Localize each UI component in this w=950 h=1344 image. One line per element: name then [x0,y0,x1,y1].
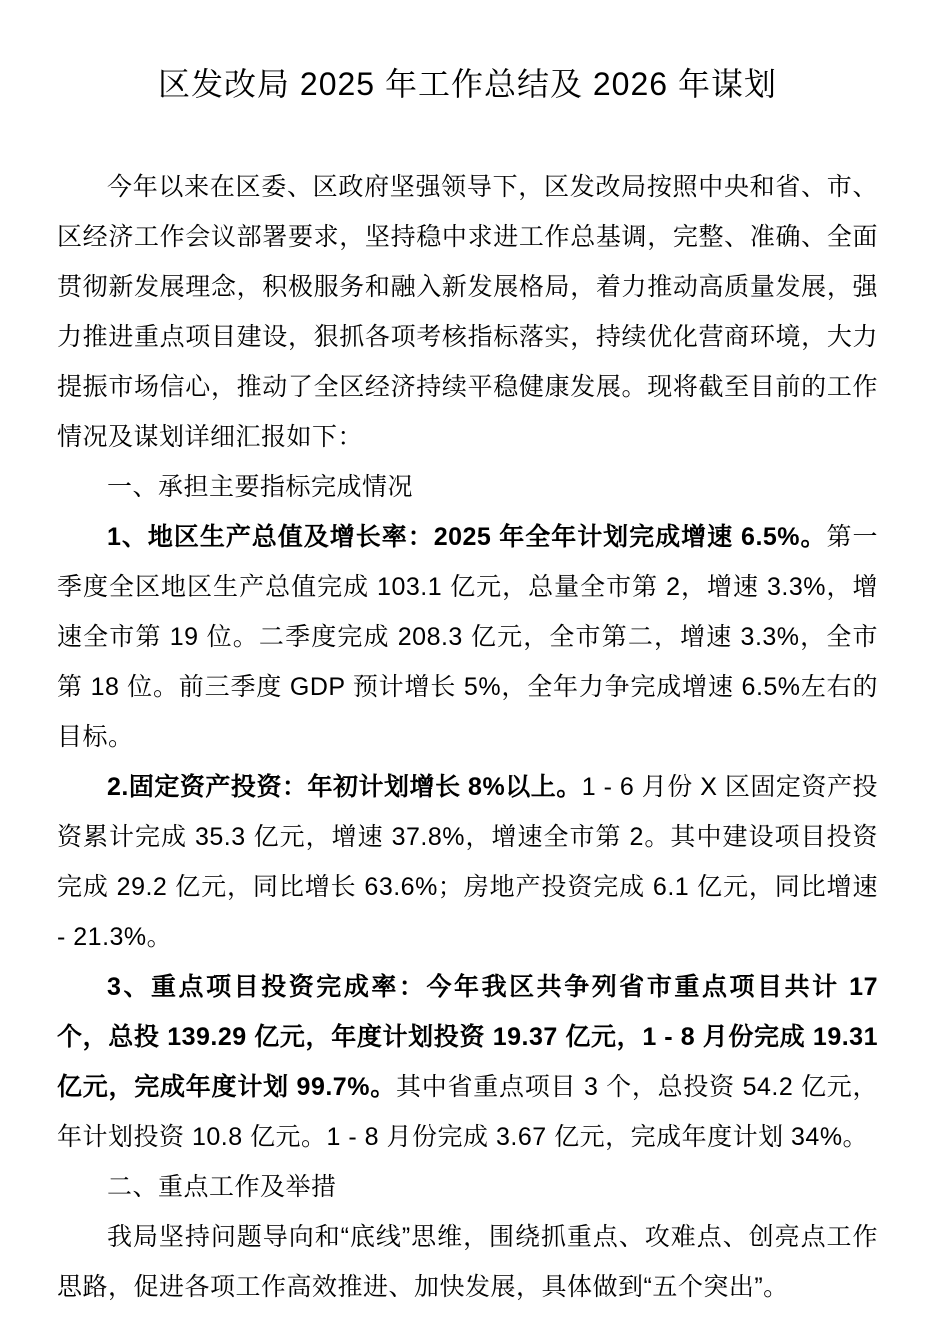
text-segment: 今年以来在区委、区政府坚强领导下，区发改局按照中央和省、市、区经济工作会议部署要求，坚持稳中求进工作总基调，完整、准确、全面贯彻新发展理念，积极服务和融入新发展格局，着力推动高质量发展，强力推进重点项目建设，狠抓各项考核指标落实，持续优化营商环境，大力提振市场信心，推动了全区经济持续平稳健康发展。现将截至目前的工作情况及谋划详细汇报如下： [57,173,878,451]
bold-text-segment: 1、地区生产总值及增长率：2025 年全年计划完成增速 6.5%。 [107,523,827,551]
paragraph [57,512,878,762]
document-title: 区发改局 2025 年工作总结及 2026 年谋划 [158,66,777,102]
text-segment: 我局坚持问题导向和“底线”思维，围绕抓重点、攻难点、创亮点工作思路，促进各项工作高效推进、加快发展，具体做到“五个突出”。 [57,1223,878,1301]
text-segment: 二、重点工作及举措 [107,1173,337,1201]
section-heading [57,462,878,512]
bold-text-segment: 2.固定资产投资：年初计划增长 8%以上。 [107,773,582,801]
text-segment: 第一季度全区地区生产总值完成 103.1 亿元，总量全市第 2，增速 3.3%，增速全市第 19 位。二季度完成 208.3 亿元，全市第二，增速 3.3%，全市第 18 位。前三季度 GDP 预计增长 5%，全年力争完成增速 6.5%左右的目标。 [57,523,878,751]
paragraph [57,762,878,962]
paragraph [57,162,878,462]
section-heading [57,1162,878,1212]
text-segment: 其中省重点项目 3 个，总投资 54.2 亿元，年计划投资 10.8 亿元。1 - 8 月份完成 3.67 亿元，完成年度计划 34%。 [57,1073,878,1151]
text-segment: 一、承担主要指标完成情况 [107,473,414,501]
paragraph [57,962,878,1162]
paragraph [57,1212,878,1312]
text-segment: 1 - 6 月份 X 区固定资产投资累计完成 35.3 亿元，增速 37.8%，增速全市第 2。其中建设项目投资完成 29.2 亿元，同比增长 63.6%；房地产投资完成 6.1 亿元，同比增速 - 21.3%。 [57,773,878,951]
bold-text-segment: 3、重点项目投资完成率：今年我区共争列省市重点项目共计 17 个，总投 139.29 亿元，年度计划投资 19.37 亿元，1 - 8 月份完成 19.31 亿元，完成年度计划 99.7%。 [57,973,878,1101]
document-body [57,162,878,1312]
